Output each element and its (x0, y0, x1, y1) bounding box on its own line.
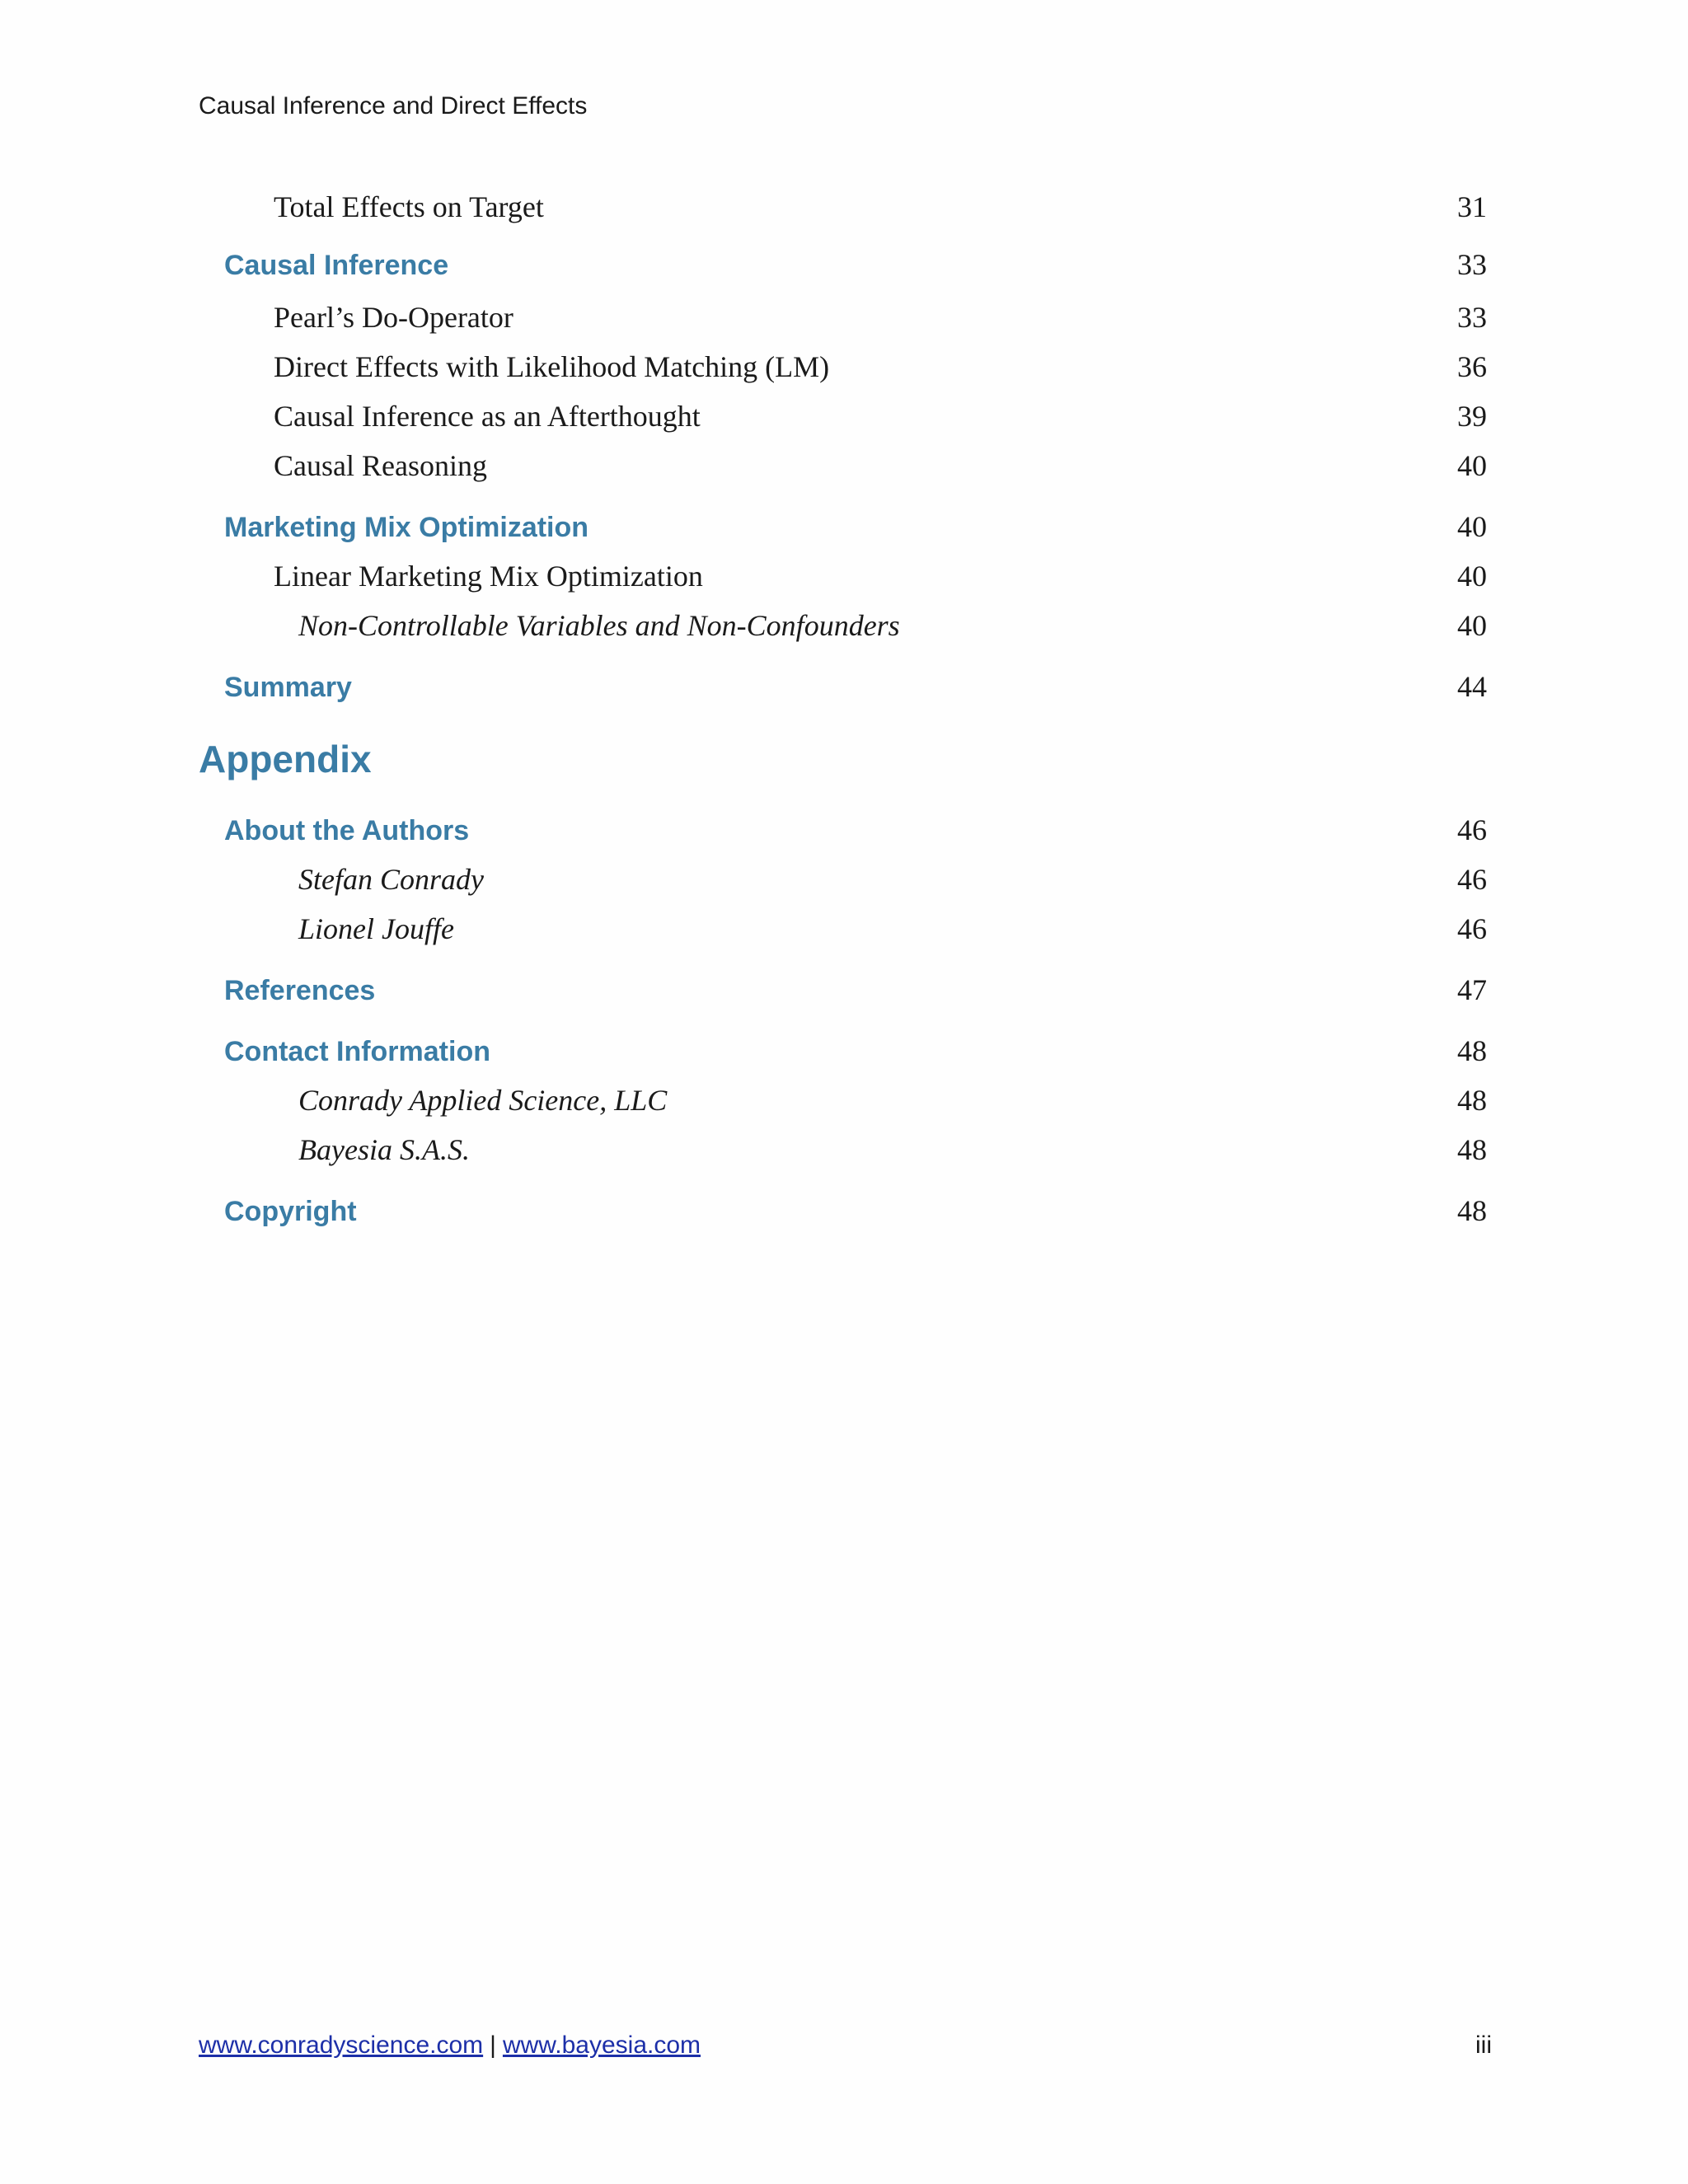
toc-entry-page: 40 (1457, 560, 1487, 593)
toc-entry[interactable] (0, 399, 1688, 445)
toc-entry-page: 44 (1457, 670, 1487, 703)
toc-entry-page: 46 (1457, 912, 1487, 945)
toc-entry-page: 33 (1457, 301, 1487, 334)
toc-section[interactable] (0, 1033, 1688, 1080)
toc-entry-page: 46 (1457, 863, 1487, 896)
toc-entry-page: 40 (1457, 449, 1487, 482)
toc-subentry[interactable] (0, 912, 1688, 958)
part-heading-appendix[interactable]: Appendix (199, 738, 372, 780)
toc-section-label: Marketing Mix Optimization (224, 512, 589, 543)
toc-section[interactable] (0, 247, 1688, 293)
toc-section-label: Contact Information (224, 1036, 490, 1067)
toc-entry[interactable] (0, 448, 1688, 494)
toc-section-label: Copyright (224, 1196, 357, 1227)
toc-subentry-label: Non-Controllable Variables and Non-Confounders (298, 609, 900, 642)
toc-subentry-label: Lionel Jouffe (298, 912, 454, 945)
toc-entry-label: Total Effects on Target (274, 190, 544, 223)
toc-entry-page: 48 (1457, 1133, 1487, 1166)
toc-entry[interactable] (0, 190, 1688, 236)
toc-section-label: References (224, 975, 376, 1006)
toc-section[interactable] (0, 1193, 1688, 1240)
toc-entry[interactable] (0, 300, 1688, 346)
toc-entry-label: Direct Effects with Likelihood Matching (LM) (274, 350, 830, 383)
toc-subentry-label: Conrady Applied Science, LLC (298, 1084, 668, 1117)
toc-subentry[interactable] (0, 1083, 1688, 1129)
toc-entry-page: 48 (1457, 1084, 1487, 1117)
toc-section-label: Causal Inference (224, 250, 449, 281)
running-header: Causal Inference and Direct Effects (199, 92, 588, 120)
toc-entry-page: 48 (1457, 1194, 1487, 1227)
toc-section[interactable] (0, 669, 1688, 715)
toc-entry[interactable] (0, 349, 1688, 396)
toc-entry-page: 36 (1457, 350, 1487, 383)
toc-entry[interactable] (0, 559, 1688, 605)
page-footer (199, 2032, 701, 2060)
toc-entry-label: Linear Marketing Mix Optimization (274, 560, 703, 593)
toc-entry-label: Causal Reasoning (274, 449, 487, 482)
toc-section[interactable] (0, 972, 1688, 1019)
bayesia-link[interactable]: www.bayesia.com (502, 2032, 701, 2059)
toc-subentry[interactable] (0, 1132, 1688, 1179)
toc-section-label: About the Authors (224, 815, 470, 846)
toc-subentry-label: Bayesia S.A.S. (298, 1133, 470, 1166)
toc-entry-label: Causal Inference as an Afterthought (274, 400, 701, 433)
toc-subentry[interactable] (0, 862, 1688, 908)
toc-entry-page: 31 (1457, 190, 1487, 223)
toc-subentry[interactable] (0, 608, 1688, 654)
toc-entry-page: 46 (1457, 813, 1487, 846)
toc-entry-page: 40 (1457, 609, 1487, 642)
toc-entry-page: 39 (1457, 400, 1487, 433)
toc-entry-page: 33 (1457, 248, 1487, 281)
toc-entry-label: Pearl’s Do-Operator (274, 301, 513, 334)
footer-separator: | (490, 2032, 496, 2059)
toc-entry-page: 40 (1457, 510, 1487, 543)
toc-section[interactable] (0, 813, 1688, 859)
toc-entry-page: 48 (1457, 1034, 1487, 1067)
toc-subentry-label: Stefan Conrady (298, 863, 484, 896)
toc-section[interactable] (0, 509, 1688, 555)
toc-entry-page: 47 (1457, 973, 1487, 1006)
conradyscience-link[interactable]: www.conradyscience.com (199, 2032, 484, 2059)
toc-section-label: Summary (224, 672, 352, 703)
page-number: iii (1475, 2032, 1492, 2059)
